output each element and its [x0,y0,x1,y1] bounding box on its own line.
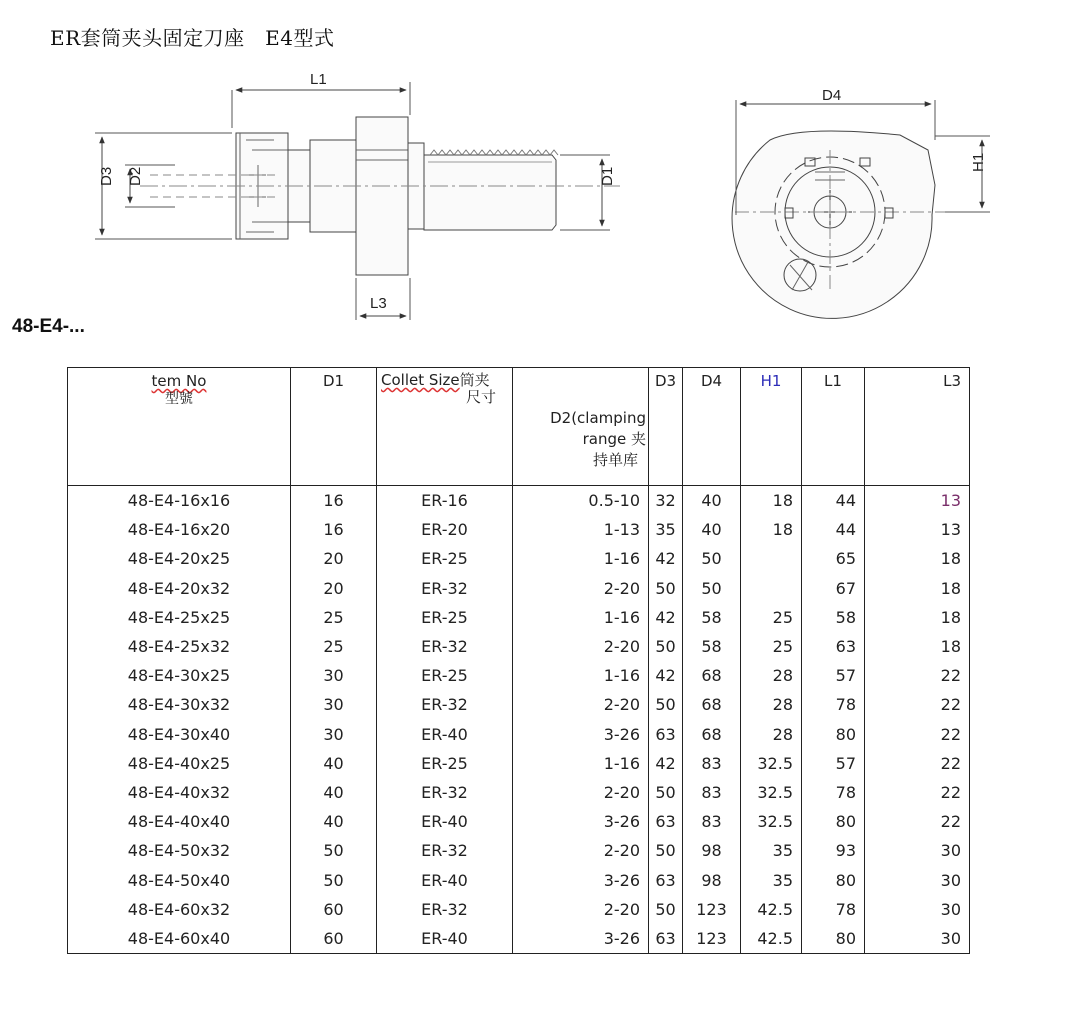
cell-d2: 2-20 [513,690,649,719]
cell-d3: 50 [649,895,683,924]
cell-d4: 58 [683,603,741,632]
cell-h1: 32.5 [741,807,802,836]
label-l1: L1 [310,71,327,88]
table-row [68,836,970,865]
cell-d1: 30 [291,720,377,749]
cell-d1: 60 [291,895,377,924]
header-item-cn: 型號 [165,391,193,407]
cell-d3: 50 [649,632,683,661]
cell-h1: 32.5 [741,778,802,807]
cell-l1: 78 [802,895,865,924]
cell-d2: 0.5-10 [513,486,649,516]
cell-item: 48-E4-20x25 [68,544,291,573]
cell-l1: 57 [802,749,865,778]
cell-d1: 50 [291,865,377,894]
cell-d3: 42 [649,603,683,632]
table-row [68,486,970,516]
cell-item: 48-E4-16x16 [68,486,291,516]
cell-collet: ER-25 [377,603,513,632]
cell-collet: ER-40 [377,924,513,954]
cell-l1: 78 [802,778,865,807]
cell-l3: 30 [865,924,970,954]
table-row [68,865,970,894]
cell-l3: 30 [865,895,970,924]
cell-item: 48-E4-20x32 [68,574,291,603]
cell-item: 48-E4-16x20 [68,515,291,544]
cell-collet: ER-16 [377,486,513,516]
cell-item: 48-E4-40x40 [68,807,291,836]
cell-item: 48-E4-50x32 [68,836,291,865]
table-row [68,544,970,573]
cell-d1: 40 [291,778,377,807]
cell-d1: 25 [291,603,377,632]
cell-d4: 50 [683,574,741,603]
cell-l1: 58 [802,603,865,632]
table-row [68,778,970,807]
end-view [732,131,945,318]
header-collet-cn-a: 筒夹 [459,371,490,389]
cell-d4: 40 [683,486,741,516]
cell-l1: 80 [802,807,865,836]
cell-l3: 18 [865,603,970,632]
table-row [68,895,970,924]
table-row [68,632,970,661]
cell-d4: 98 [683,865,741,894]
cell-collet: ER-25 [377,661,513,690]
header-l3: L3 [865,368,970,486]
cell-collet: ER-32 [377,690,513,719]
cell-d2: 2-20 [513,632,649,661]
cell-d2: 3-26 [513,807,649,836]
cell-item: 48-E4-25x25 [68,603,291,632]
cell-d1: 16 [291,515,377,544]
cell-d2: 1-16 [513,603,649,632]
cell-d3: 42 [649,661,683,690]
label-d4: D4 [822,87,842,104]
cell-d1: 16 [291,486,377,516]
header-d2-b: range 夹 [582,430,646,448]
cell-h1: 25 [741,632,802,661]
cell-l3: 22 [865,661,970,690]
cell-d1: 25 [291,632,377,661]
cell-d1: 60 [291,924,377,954]
page-title: ER套筒夹头固定刀座 E4型式 [50,26,335,50]
cell-l1: 80 [802,720,865,749]
cell-l3: 18 [865,574,970,603]
header-d2-c: 持单库 [592,451,638,469]
cell-d2: 1-16 [513,544,649,573]
cell-l1: 57 [802,661,865,690]
cell-item: 48-E4-25x32 [68,632,291,661]
header-d2-a: D2(clamping [550,409,646,427]
cell-h1: 42.5 [741,895,802,924]
header-d2 [513,368,649,486]
cell-item: 48-E4-60x40 [68,924,291,954]
cell-d1: 30 [291,661,377,690]
cell-d1: 40 [291,749,377,778]
cell-d3: 50 [649,690,683,719]
cell-h1: 35 [741,836,802,865]
cell-d3: 63 [649,924,683,954]
header-collet-en: Collet Size [381,371,460,389]
cell-h1: 32.5 [741,749,802,778]
cell-h1: 28 [741,690,802,719]
label-l3: L3 [370,295,387,312]
cell-collet: ER-32 [377,632,513,661]
label-d2: D2 [127,166,144,186]
cell-collet: ER-25 [377,749,513,778]
cell-d1: 50 [291,836,377,865]
cell-l3: 22 [865,807,970,836]
cell-d3: 35 [649,515,683,544]
cell-d3: 42 [649,544,683,573]
cell-d3: 50 [649,836,683,865]
cell-h1: 35 [741,865,802,894]
cell-d3: 63 [649,720,683,749]
cell-d1: 30 [291,690,377,719]
cell-item: 48-E4-40x32 [68,778,291,807]
cell-l3: 22 [865,690,970,719]
cell-l3: 13 [865,515,970,544]
cell-l1: 78 [802,690,865,719]
table-row [68,515,970,544]
cell-d2: 3-26 [513,720,649,749]
cell-h1: 28 [741,720,802,749]
cell-l3: 18 [865,544,970,573]
cell-d1: 20 [291,544,377,573]
cell-d2: 2-20 [513,574,649,603]
cell-d3: 50 [649,574,683,603]
cell-collet: ER-32 [377,778,513,807]
cell-item: 48-E4-50x40 [68,865,291,894]
cell-d3: 42 [649,749,683,778]
cell-d2: 1-16 [513,749,649,778]
cell-l1: 80 [802,924,865,954]
header-l1: L1 [802,368,865,486]
cell-item: 48-E4-40x25 [68,749,291,778]
cell-l1: 67 [802,574,865,603]
cell-d2: 1-16 [513,661,649,690]
cell-d2: 1-13 [513,515,649,544]
header-collet-cn-b: 尺寸 [465,388,496,406]
cell-h1: 28 [741,661,802,690]
cell-d1: 40 [291,807,377,836]
cell-collet: ER-20 [377,515,513,544]
cell-d4: 68 [683,690,741,719]
cell-l3: 22 [865,778,970,807]
cell-d4: 40 [683,515,741,544]
table-row [68,749,970,778]
table-row [68,661,970,690]
series-label: 48-E4-... [12,316,85,337]
cell-d4: 98 [683,836,741,865]
table-row [68,603,970,632]
header-d4: D4 [683,368,741,486]
table-row [68,720,970,749]
cell-collet: ER-40 [377,807,513,836]
cell-l1: 44 [802,515,865,544]
cell-collet: ER-40 [377,865,513,894]
cell-l3: 30 [865,865,970,894]
cell-collet: ER-32 [377,574,513,603]
cell-h1 [741,544,802,573]
cell-d1: 20 [291,574,377,603]
side-view [140,117,620,275]
header-h1: H1 [741,368,802,486]
cell-d4: 123 [683,924,741,954]
cell-d4: 83 [683,778,741,807]
cell-l3: 22 [865,749,970,778]
header-item [68,368,291,486]
cell-l1: 65 [802,544,865,573]
cell-h1: 18 [741,515,802,544]
cell-item: 48-E4-60x32 [68,895,291,924]
cell-l3: 13 [865,486,970,516]
cell-l3: 30 [865,836,970,865]
cell-l1: 44 [802,486,865,516]
cell-d2: 3-26 [513,924,649,954]
cell-l1: 93 [802,836,865,865]
cell-d4: 83 [683,749,741,778]
cell-d4: 68 [683,720,741,749]
cell-d4: 50 [683,544,741,573]
cell-item: 48-E4-30x32 [68,690,291,719]
cell-item: 48-E4-30x40 [68,720,291,749]
table-row [68,690,970,719]
cell-h1: 18 [741,486,802,516]
cell-d3: 63 [649,807,683,836]
header-row [68,368,970,486]
cell-collet: ER-40 [377,720,513,749]
cell-d4: 58 [683,632,741,661]
cell-d2: 2-20 [513,778,649,807]
label-d1: D1 [599,166,616,186]
cell-item: 48-E4-30x25 [68,661,291,690]
header-d3: D3 [649,368,683,486]
cell-d4: 68 [683,661,741,690]
cell-l1: 63 [802,632,865,661]
cell-collet: ER-32 [377,836,513,865]
cell-d3: 63 [649,865,683,894]
cell-d3: 50 [649,778,683,807]
cell-d4: 83 [683,807,741,836]
header-d1: D1 [291,368,377,486]
cell-d3: 32 [649,486,683,516]
table-row [68,807,970,836]
cell-d4: 123 [683,895,741,924]
cell-h1: 25 [741,603,802,632]
cell-h1 [741,574,802,603]
table-row [68,574,970,603]
cell-h1: 42.5 [741,924,802,954]
cell-d2: 2-20 [513,836,649,865]
label-d3: D3 [98,166,115,186]
cell-collet: ER-32 [377,895,513,924]
spec-table [67,367,970,954]
header-item-en: tem No [151,372,207,390]
cell-l3: 18 [865,632,970,661]
table-row [68,924,970,954]
cell-collet: ER-25 [377,544,513,573]
header-collet [377,368,513,486]
cell-d2: 2-20 [513,895,649,924]
label-h1: H1 [970,152,987,172]
technical-drawing [0,60,1067,320]
cell-d2: 3-26 [513,865,649,894]
cell-l1: 80 [802,865,865,894]
cell-l3: 22 [865,720,970,749]
